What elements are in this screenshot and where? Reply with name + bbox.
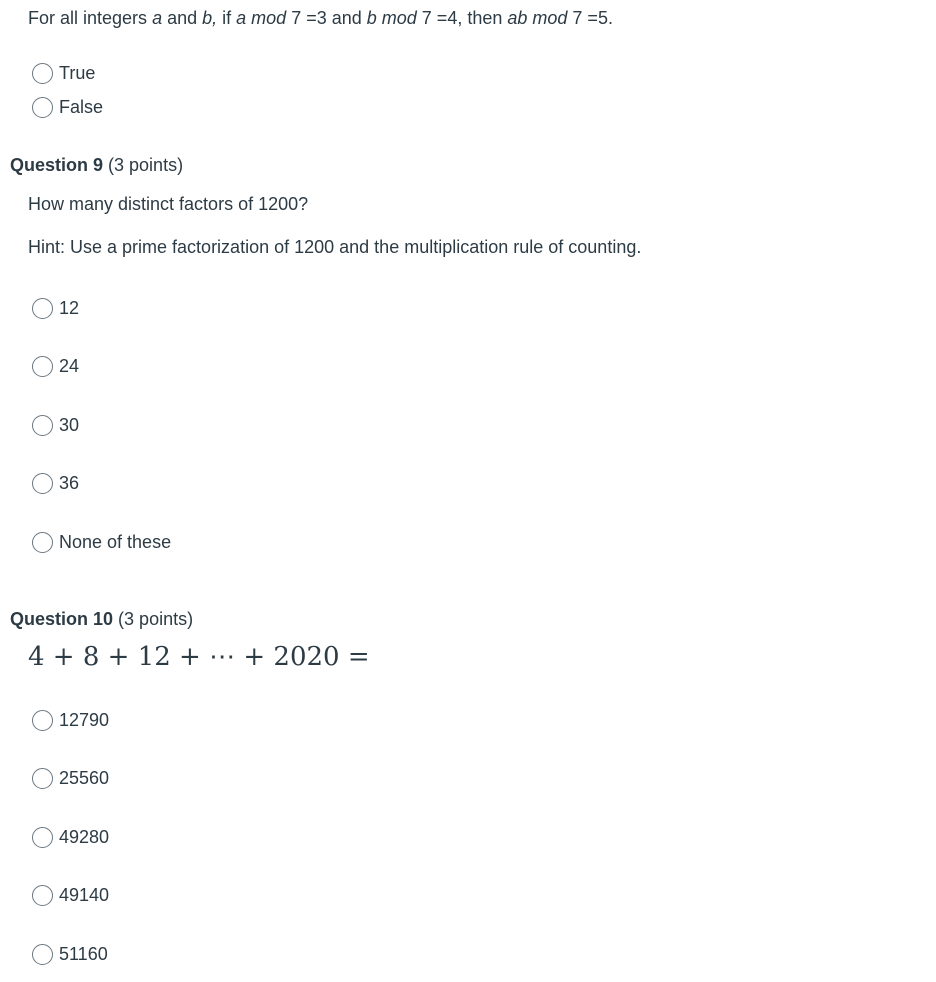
option-label: 12 [59,298,80,318]
statement-text: For all integers [28,8,153,28]
variable-b: b, [202,8,218,28]
statement-text: 7 =3 and [286,8,367,28]
statement-text: if [217,8,237,28]
option-label: 49140 [59,885,110,905]
question-8-statement [28,7,613,29]
radio-button[interactable] [32,710,53,731]
radio-button[interactable] [32,298,53,319]
question-points: (3 points) [118,609,194,629]
radio-button[interactable] [32,473,53,494]
option-label: 49280 [59,827,110,847]
radio-button[interactable] [32,63,53,84]
radio-button[interactable] [32,827,53,848]
radio-button[interactable] [32,532,53,553]
radio-button[interactable] [32,885,53,906]
statement-text: 7 =5. [567,8,613,28]
question-9-hint: Hint: Use a prime factorization of 1200 and the multiplication rule of counting. [28,237,642,257]
radio-button[interactable] [32,768,53,789]
question-points: (3 points) [108,155,184,175]
q8-option-false[interactable] [32,94,103,120]
radio-button[interactable] [32,415,53,436]
q8-option-true[interactable] [32,60,95,86]
expression-b-mod: b mod [366,8,417,28]
question-title: Question 10 [10,609,114,629]
q9-option-1[interactable] [32,295,79,321]
q9-option-5[interactable] [32,529,171,555]
question-10-header [10,608,193,630]
option-label: 12790 [59,710,110,730]
q9-option-4[interactable] [32,470,79,496]
option-label: 36 [59,473,80,493]
q10-option-5[interactable] [32,941,108,967]
question-9-text: How many distinct factors of 1200? [28,194,309,214]
option-label: 24 [59,356,80,376]
q10-option-2[interactable] [32,765,109,791]
option-label: 25560 [59,768,110,788]
statement-text: and [162,8,203,28]
option-label: 51160 [59,944,108,964]
radio-button[interactable] [32,356,53,377]
option-label: False [59,97,104,117]
expression-ab-mod: ab mod [507,8,568,28]
question-9-header [10,154,183,176]
expression-a-mod: a mod [236,8,287,28]
q9-option-2[interactable] [32,353,79,379]
q9-option-3[interactable] [32,412,79,438]
variable-a: a [152,8,163,28]
statement-text: 7 =4, then [416,8,508,28]
q10-option-3[interactable] [32,824,109,850]
question-10-expression: 4 + 8 + 12 + ⋯ + 2020 = [28,642,370,672]
radio-button[interactable] [32,97,53,118]
q10-option-1[interactable] [32,707,109,733]
option-label: None of these [59,532,172,552]
option-label: True [59,63,96,83]
q10-option-4[interactable] [32,882,109,908]
option-label: 30 [59,415,80,435]
question-title: Question 9 [10,155,104,175]
radio-button[interactable] [32,944,53,965]
